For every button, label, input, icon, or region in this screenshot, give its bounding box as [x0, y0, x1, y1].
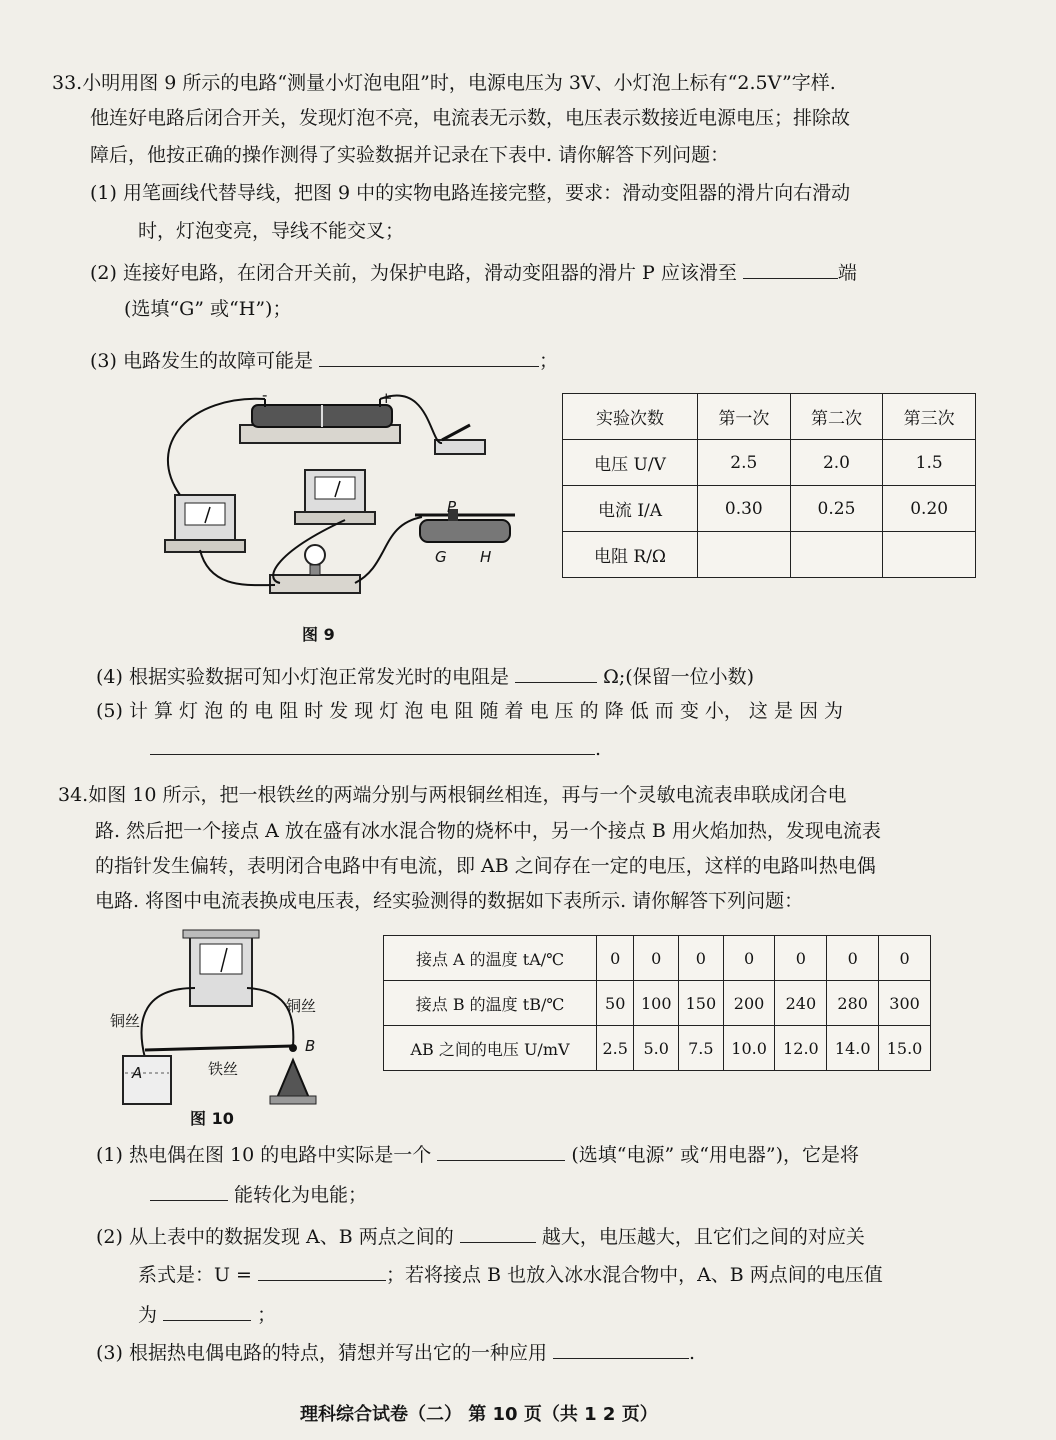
q33-row-label: 电流 I/A: [563, 486, 698, 532]
q33-part2-answer-blank[interactable]: [743, 258, 838, 279]
q33-cell: 0.25: [790, 486, 883, 532]
q34-cell: 14.0: [827, 1026, 879, 1071]
q33-part3-line: [90, 346, 558, 374]
figure-9-caption: 图 9: [302, 625, 335, 644]
q34-part3-end: .: [689, 1342, 696, 1364]
q33-table-row-current: [563, 486, 976, 532]
q34-row-label: AB 之间的电压 U/mV: [384, 1026, 597, 1071]
q34-cell: 200: [723, 981, 775, 1026]
q34-part2-answer-blank-1[interactable]: [460, 1222, 536, 1243]
q33-part5-end: .: [595, 738, 602, 760]
q33-part4-text: (4) 根据实验数据可知小灯泡正常发光时的电阻是: [96, 666, 509, 688]
fig9-label-p: P: [447, 498, 457, 516]
q34-cell: 0: [827, 936, 879, 981]
q34-row-label: 接点 A 的温度 tA/℃: [384, 936, 597, 981]
q34-part3-line: [96, 1338, 695, 1366]
q34-part2-text-e: 为: [138, 1304, 158, 1326]
q33-part2-text: (2) 连接好电路，在闭合开关前，为保护电路，滑动变阻器的滑片 P 应该滑至: [90, 262, 737, 284]
q34-part1-line-2: [150, 1180, 367, 1208]
q34-part2-line-1: [96, 1222, 865, 1250]
page-footer: 理科综合试卷（二） 第 10 页（共 1 2 页）: [300, 1404, 658, 1425]
q34-part2-text-d: ；若将接点 B 也放入冰水混合物中，A、B 两点间的电压值: [386, 1264, 883, 1286]
q33-header-cell: 实验次数: [563, 394, 698, 440]
q34-part2-line-2: [138, 1260, 883, 1288]
fig9-label-h: H: [480, 548, 492, 566]
q33-part5-answer-blank[interactable]: [150, 734, 595, 755]
q33-data-table: [562, 393, 976, 578]
q34-part2-text-a: (2) 从上表中的数据发现 A、B 两点之间的: [96, 1226, 454, 1248]
fig10-label-copper-left: 铜丝: [110, 1012, 141, 1030]
q34-part2-text-b: 越大，电压越大，且它们之间的对应关: [541, 1226, 865, 1248]
q34-cell: 0: [679, 936, 724, 981]
iron-wire: [145, 1046, 293, 1050]
q34-cell: 0: [879, 936, 931, 981]
q33-row-label: 电阻 R/Ω: [563, 532, 698, 578]
switch-icon: [435, 440, 485, 454]
q33-answer-cell[interactable]: [790, 532, 883, 578]
q34-row-label: 接点 B 的温度 tB/℃: [384, 981, 597, 1026]
q33-answer-cell[interactable]: [883, 532, 976, 578]
q34-part3-answer-blank[interactable]: [553, 1338, 689, 1359]
q33-answer-cell[interactable]: [698, 532, 791, 578]
q33-header-cell: 第三次: [883, 394, 976, 440]
q34-stem-line-2: 路. 然后把一个接点 A 放在盛有冰水混合物的烧杯中，另一个接点 B 用火焰加热，发现电流表: [95, 820, 881, 842]
q33-part4-line: [96, 662, 754, 690]
q34-part2-answer-blank-2[interactable]: [258, 1260, 386, 1281]
q33-part5-line: (5) 计 算 灯 泡 的 电 阻 时 发 现 灯 泡 电 阻 随 着 电 压 的 降 低 而 变 小， 这 是 因 为: [96, 700, 844, 722]
q34-cell: 0: [597, 936, 634, 981]
q34-cell: 240: [775, 981, 827, 1026]
q34-cell: 0: [723, 936, 775, 981]
q34-table-row-voltage: [384, 1026, 931, 1071]
q34-part1-text-c: 能转化为电能；: [234, 1184, 368, 1206]
q33-part3-answer-blank[interactable]: [319, 346, 539, 367]
q34-part2-text-f: ；: [257, 1304, 277, 1326]
q34-cell: 12.0: [775, 1026, 827, 1071]
q33-table-row-voltage: [563, 440, 976, 486]
q34-part2-answer-blank-3[interactable]: [163, 1300, 251, 1321]
fig10-label-copper-right: 铜丝: [286, 997, 317, 1015]
q34-stem-line-4: 电路. 将图中电流表换成电压表，经实验测得的数据如下表所示. 请你解答下列问题：: [95, 890, 804, 912]
rheostat-icon: [420, 520, 510, 542]
q34-part1-text-b: (选填“电源” 或“用电器”)，它是将: [571, 1144, 860, 1166]
q34-cell: 150: [679, 981, 724, 1026]
flame-icon: [277, 1060, 309, 1098]
fig10-label-b: B: [305, 1037, 316, 1055]
q33-table-row-resistance: [563, 532, 976, 578]
fig10-label-a: A: [132, 1064, 143, 1082]
figure-9-circuit-diagram: [130, 385, 530, 615]
q33-part3-text: (3) 电路发生的故障可能是: [90, 350, 313, 372]
q33-part2-end: 端: [837, 262, 857, 284]
q34-part1-answer-blank-2[interactable]: [150, 1180, 228, 1201]
q34-part1-answer-blank-1[interactable]: [437, 1140, 565, 1161]
q33-stem-line-2: 他连好电路后闭合开关，发现灯泡不亮，电流表无示数，电压表示数接近电源电压；排除故: [90, 107, 851, 129]
figure-10-caption: 图 10: [190, 1109, 234, 1128]
q33-stem-text-1: 小明用图 9 所示的电路“测量小灯泡电阻”时，电源电压为 3V、小灯泡上标有“2.5V”字样.: [82, 72, 836, 94]
q33-part4-end: Ω;(保留一位小数): [603, 666, 755, 688]
q34-data-table: [383, 935, 931, 1071]
fig9-label-g: G: [435, 548, 447, 566]
q33-number: 33.: [52, 72, 83, 94]
q34-stem-text-1: 如图 10 所示，把一根铁丝的两端分别与两根铜丝相连，再与一个灵敏电流表串联成闭合电: [88, 784, 847, 806]
q34-cell: 0: [634, 936, 679, 981]
q34-cell: 2.5: [597, 1026, 634, 1071]
q33-part5-blank-line: [150, 734, 601, 762]
q33-stem-line-1: [52, 70, 836, 96]
q34-cell: 300: [879, 981, 931, 1026]
q33-part2-line-2: (选填“G” 或“H”)；: [124, 298, 292, 320]
q34-number: 34.: [58, 784, 89, 806]
q34-table-row-ta: [384, 936, 931, 981]
q34-stem-line-1: [58, 782, 846, 808]
q33-part4-answer-blank[interactable]: [515, 662, 597, 683]
q33-cell: 2.0: [790, 440, 883, 486]
lamp-base: [270, 575, 360, 593]
bulb-icon: [305, 545, 325, 565]
q34-part2-text-c: 系式是：U =: [138, 1264, 252, 1286]
fig9-label-plus: +: [380, 389, 393, 407]
beaker-icon: [123, 1056, 171, 1104]
fig10-label-iron: 铁丝: [208, 1060, 239, 1078]
q33-part1-line-2: 时，灯泡变亮，导线不能交叉；: [138, 220, 405, 242]
q33-cell: 0.20: [883, 486, 976, 532]
q34-cell: 0: [775, 936, 827, 981]
q34-cell: 100: [634, 981, 679, 1026]
q34-stem-line-3: 的指针发生偏转，表明闭合电路中有电流，即 AB 之间存在一定的电压，这样的电路叫热电偶: [95, 855, 876, 877]
q34-table-row-tb: [384, 981, 931, 1026]
q33-row-label: 电压 U/V: [563, 440, 698, 486]
q34-cell: 7.5: [679, 1026, 724, 1071]
q33-cell: 0.30: [698, 486, 791, 532]
q33-cell: 2.5: [698, 440, 791, 486]
q34-part1-line-1: [96, 1140, 859, 1168]
q34-cell: 280: [827, 981, 879, 1026]
q33-part3-end: ；: [539, 350, 559, 372]
q34-cell: 5.0: [634, 1026, 679, 1071]
fig9-label-minus: -: [262, 386, 268, 404]
q34-part3-text: (3) 根据热电偶电路的特点，猜想并写出它的一种应用: [96, 1342, 547, 1364]
q33-stem-line-3: 障后，他按正确的操作测得了实验数据并记录在下表中. 请你解答下列问题：: [90, 144, 730, 166]
q33-header-cell: 第一次: [698, 394, 791, 440]
q33-cell: 1.5: [883, 440, 976, 486]
q33-table-header-row: [563, 394, 976, 440]
q34-part1-text-a: (1) 热电偶在图 10 的电路中实际是一个: [96, 1144, 432, 1166]
q34-cell: 10.0: [723, 1026, 775, 1071]
q34-cell: 50: [597, 981, 634, 1026]
q33-header-cell: 第二次: [790, 394, 883, 440]
q34-part2-line-3: [138, 1300, 276, 1328]
q33-part1-line-1: (1) 用笔画线代替导线，把图 9 中的实物电路连接完整，要求：滑动变阻器的滑片向右滑动: [90, 182, 851, 204]
q34-cell: 15.0: [879, 1026, 931, 1071]
q33-part2-line-1: [90, 258, 857, 286]
